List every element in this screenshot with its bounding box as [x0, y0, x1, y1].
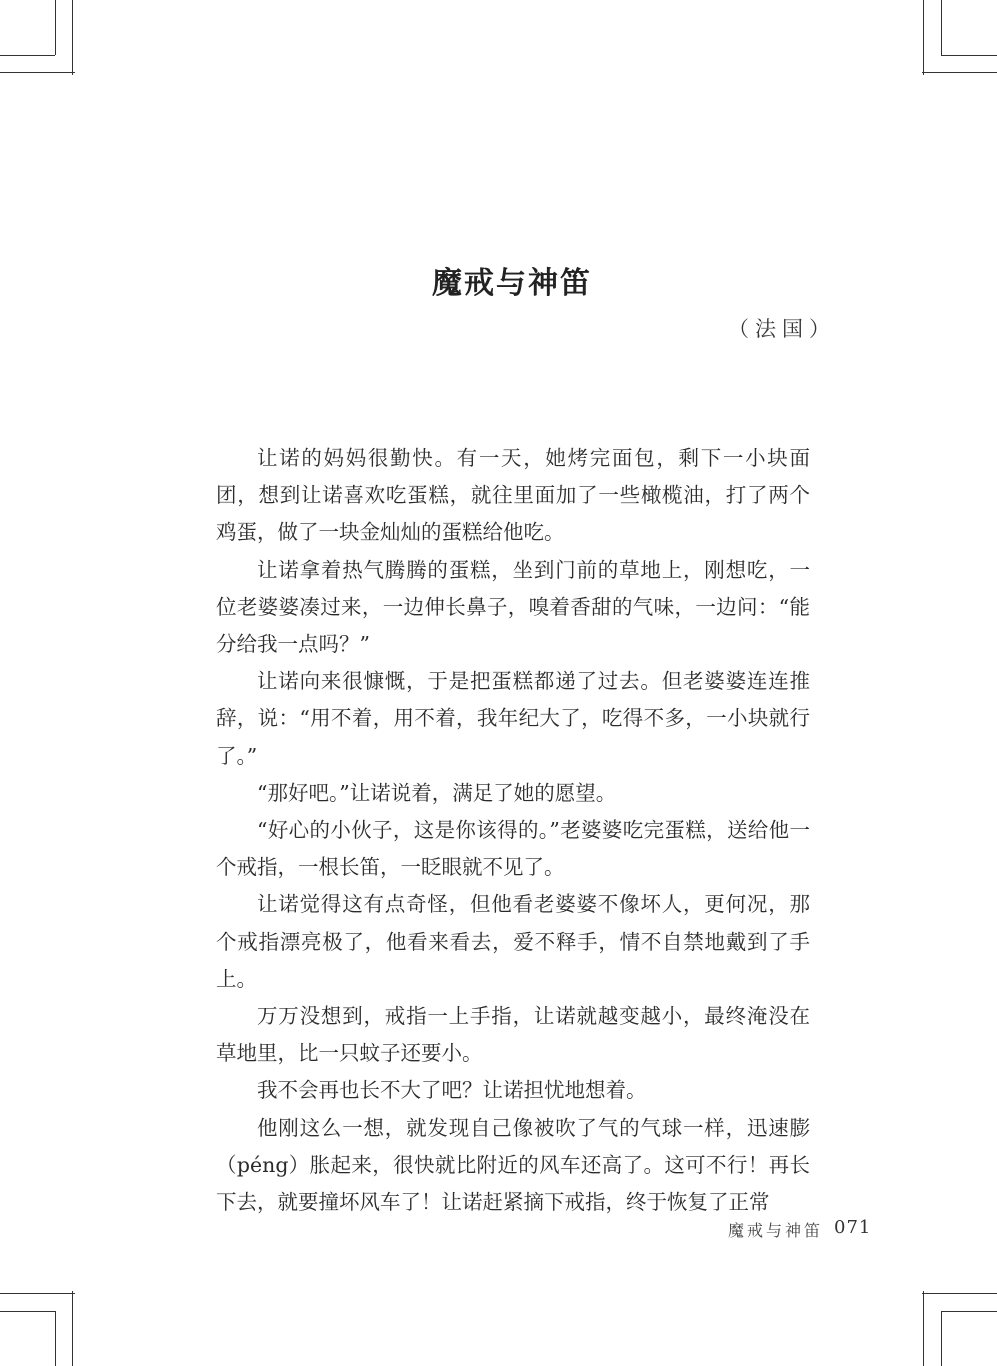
- crop-mark-top-left-vertical-inner: [55, 0, 56, 55]
- story-title: 魔戒与神笛: [432, 266, 592, 301]
- crop-mark-top-left-horizontal-inner: [0, 55, 55, 56]
- crop-mark-top-right-horizontal: [922, 72, 997, 73]
- crop-mark-top-right-horizontal-inner: [941, 55, 997, 56]
- paragraph: 我不会再也长不大了吧？让诺担忧地想着。: [257, 1078, 647, 1103]
- paragraph: “那好吧。”让诺说着，满足了她的愿望。: [257, 780, 617, 805]
- crop-mark-bottom-left-horizontal-inner: [0, 1311, 55, 1312]
- paragraph: 让诺向来很慷慨，于是把蛋糕都递了过去。但老婆婆连连推辞，说：“用不着，用不着，我年纪大了，吃得不多，一小块就行了。”: [216, 669, 810, 768]
- crop-mark-top-right-vertical: [923, 0, 924, 75]
- crop-mark-bottom-left-vertical-inner: [55, 1311, 56, 1366]
- story-body: [216, 440, 810, 1221]
- paragraph: 他刚这么一想，就发现自己像被吹了气的气球一样，迅速膨（péng）胀起来，很快就比附近的风车还高了。这可不行！再长下去，就要撞坏风车了！让诺赶紧摘下戒指，终于恢复了正常: [216, 1115, 810, 1215]
- crop-mark-bottom-right-horizontal-inner: [941, 1311, 997, 1312]
- paragraph: 让诺觉得这有点奇怪，但他看老婆婆不像坏人，更何况，那个戒指漂亮极了，他看来看去，爱不释手，情不自禁地戴到了手上。: [216, 892, 810, 991]
- crop-mark-top-left-vertical: [72, 0, 73, 75]
- paragraph: 让诺的妈妈很勤快。有一天，她烤完面包，剩下一小块面团，想到让诺喜欢吃蛋糕，就往里面加了一些橄榄油，打了两个鸡蛋，做了一块金灿灿的蛋糕给他吃。: [216, 446, 810, 545]
- crop-mark-bottom-left-horizontal: [0, 1293, 75, 1294]
- crop-mark-top-right-vertical-inner: [941, 0, 942, 55]
- story-origin: （法国）: [728, 317, 836, 341]
- crop-mark-bottom-right-vertical-inner: [941, 1311, 942, 1366]
- running-title: 魔戒与神笛: [728, 1221, 824, 1240]
- paragraph: 万万没想到，戒指一上手指，让诺就越变越小，最终淹没在草地里，比一只蚊子还要小。: [216, 1004, 810, 1066]
- paragraph: “好心的小伙子，这是你该得的。”老婆婆吃完蛋糕，送给他一个戒指，一根长笛，一眨眼就不见了。: [216, 818, 810, 880]
- paragraph: 让诺拿着热气腾腾的蛋糕，坐到门前的草地上，刚想吃，一位老婆婆凑过来，一边伸长鼻子，嗅着香甜的气味，一边问：“能分给我一点吗？”: [216, 557, 810, 657]
- crop-mark-bottom-left-vertical: [72, 1291, 73, 1366]
- crop-mark-bottom-right-horizontal: [922, 1293, 997, 1294]
- crop-mark-bottom-right-vertical: [923, 1291, 924, 1366]
- page-number: 071: [834, 1217, 872, 1238]
- crop-mark-top-left-horizontal: [0, 72, 75, 73]
